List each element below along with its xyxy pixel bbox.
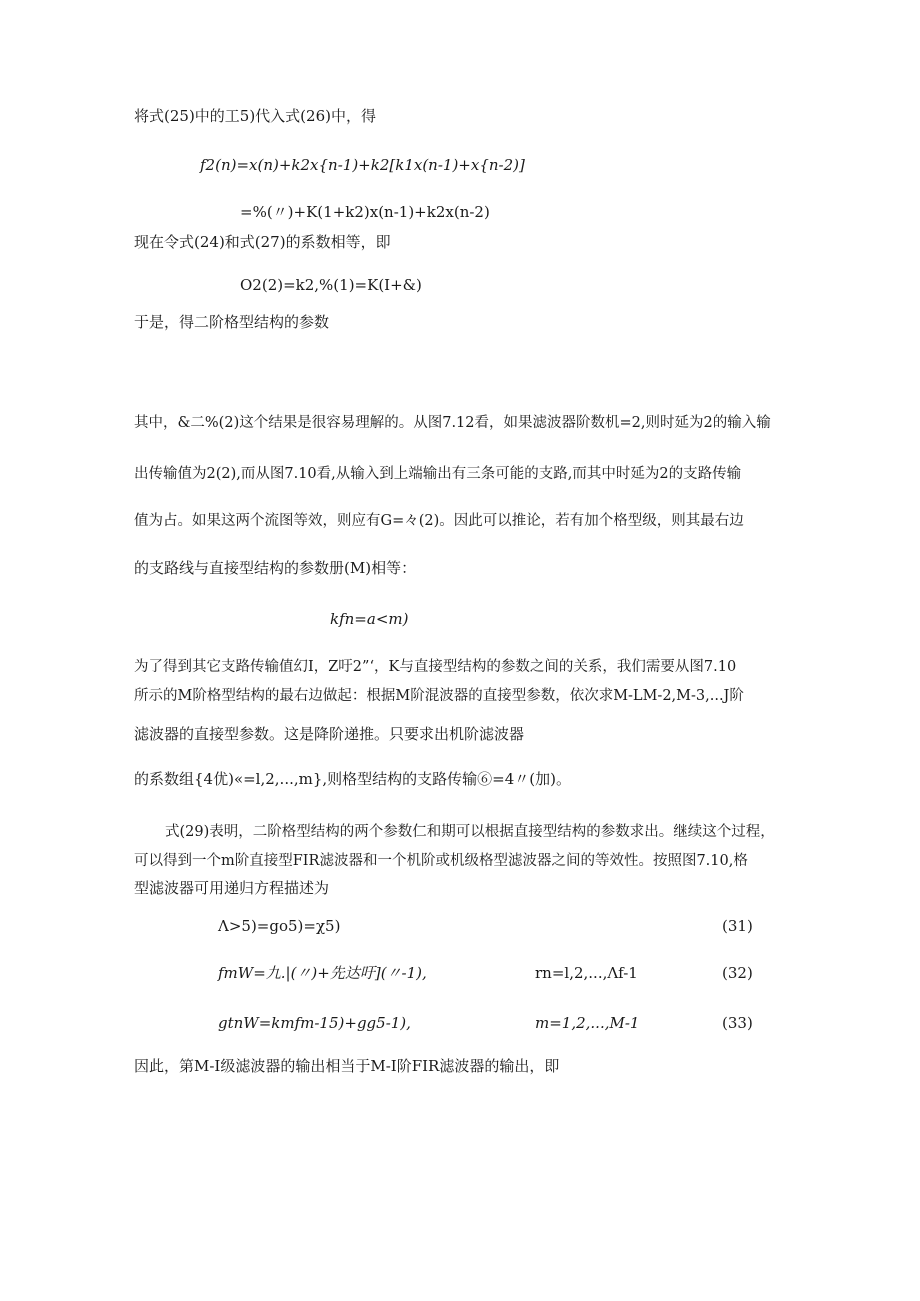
paragraph-line: 出传输值为2(2),而从图7.10看,从输入到上端输出有三条可能的支路,而其中时延为2的支路传输 <box>134 466 742 482</box>
equation-number: (31) <box>722 917 753 935</box>
equation: Λ>5)=go5)=χ5) <box>218 917 341 935</box>
equation-number: (32) <box>722 964 753 982</box>
paragraph-line: 式(29)表明，二阶格型结构的两个参数仁和期可以根据直接型结构的参数求出。继续这个过程， <box>165 824 775 840</box>
equation: kfn=a<m) <box>330 610 409 628</box>
paragraph-line: 可以得到一个m阶直接型FIR滤波器和一个机阶或机级格型滤波器之间的等效性。按照图7.10,格 <box>134 853 748 869</box>
text-line: 现在令式(24)和式(27)的系数相等，即 <box>134 233 391 251</box>
paragraph-line: 滤波器的直接型参数。这是降阶递推。只要求出机阶滤波器 <box>134 725 525 743</box>
equation: =%(〃)+K(1+k2)x(n-1)+k2x(n-2) <box>240 203 490 221</box>
paragraph-line: 的支路线与直接型结构的参数册(M)相等： <box>134 559 417 577</box>
equation: f2(n)=x(n)+k2x{n-1)+k2[k1x(n-1)+x{n-2)] <box>200 156 525 174</box>
equation: fmW=九.|(〃)+先达吁](〃-1), <box>218 964 427 982</box>
equation: gtnW=kmfm-15)+gg5-1), <box>218 1014 411 1032</box>
paragraph-line: 值为占。如果这两个流图等效，则应有G=々(2)。因此可以推论，若有加个格型级，则其最右边 <box>134 513 744 529</box>
text-line: 于是，得二阶格型结构的参数 <box>134 313 330 331</box>
equation-condition: rn=l,2,...,Λf-1 <box>535 964 638 982</box>
paragraph-line: 所示的M阶格型结构的最右边做起：根据M阶混波器的直接型参数，依次求M-LM-2,M-3,...J阶 <box>134 688 744 704</box>
equation: O2(2)=k2,%(1)=K(I+&) <box>240 276 422 294</box>
text-line: 将式(25)中的工5)代入式(26)中，得 <box>134 107 376 125</box>
paragraph-line: 的系数组{4优)«=l,2,...,m},则格型结构的支路传输⑥=4〃(加)。 <box>134 770 571 788</box>
paragraph-line: 其中，&二%(2)这个结果是很容易理解的。从图7.12看，如果滤波器阶数机=2,则时延为2的输入输 <box>134 415 771 431</box>
equation-number: (33) <box>722 1014 753 1032</box>
text-line: 因此，第M-I级滤波器的输出相当于M-I阶FIR滤波器的输出，即 <box>134 1057 560 1075</box>
equation-condition: m=1,2,...,M-1 <box>535 1014 640 1032</box>
paragraph-line: 为了得到其它支路传输值幻I，Z吁2”‘，K与直接型结构的参数之间的关系，我们需要从图7.10 <box>134 659 737 675</box>
paragraph-line: 型滤波器可用递归方程描述为 <box>134 879 330 897</box>
